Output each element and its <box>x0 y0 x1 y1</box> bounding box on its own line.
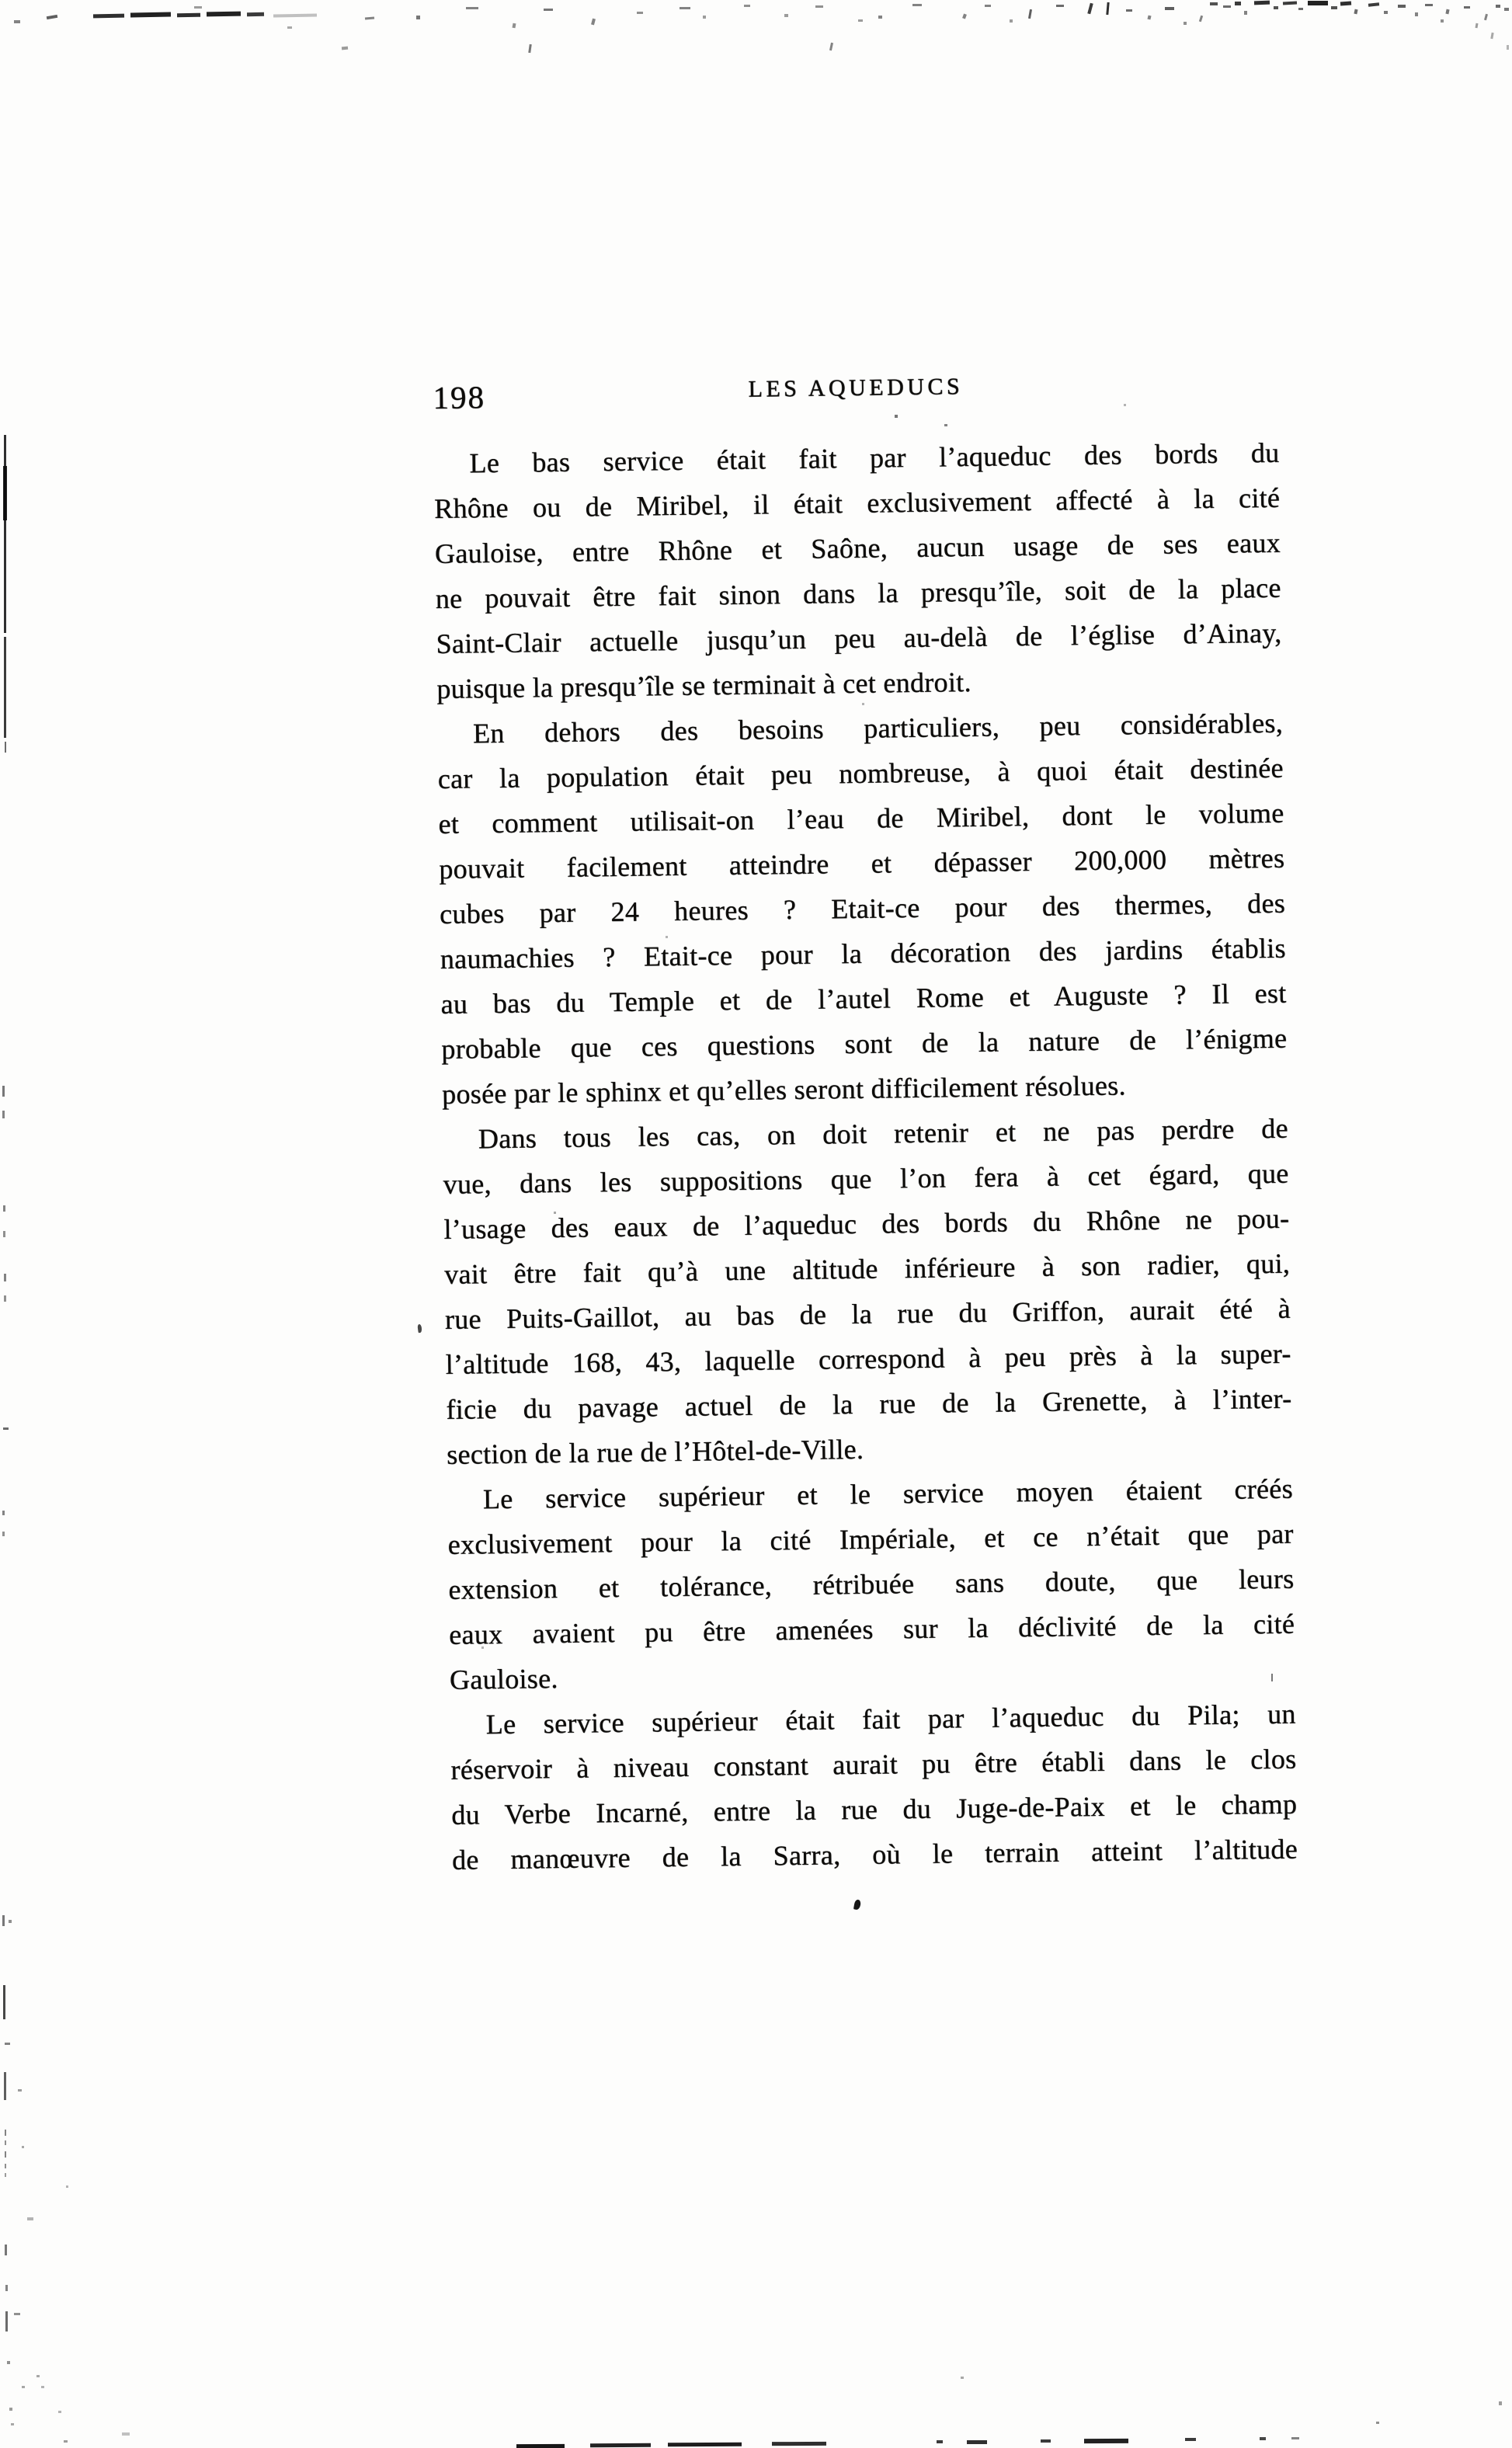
scan-speck <box>247 12 264 16</box>
text-line: posée par le sphinx et qu’elles seront difficilement résolues. <box>441 1069 1127 1110</box>
scan-speck <box>3 466 7 520</box>
scan-speck <box>703 16 706 19</box>
scan-speck <box>1244 11 1247 15</box>
text-line: rue Puits-Gaillot, au bas de la rue du Griffon, aurait été à <box>444 1292 1291 1335</box>
scan-speck <box>637 12 643 14</box>
scan-speck <box>1126 9 1132 12</box>
scan-speck <box>207 12 241 17</box>
scan-speck <box>1147 16 1151 20</box>
scan-speck <box>2 1511 5 1515</box>
scan-speck <box>962 13 967 19</box>
text-line: Rhône ou de Miribel, il était exclusivement affecté à la cité <box>434 482 1281 524</box>
scan-speck <box>4 637 6 738</box>
scan-speck <box>122 2432 130 2436</box>
text-line: extension et tolérance, rétribuée sans doute, que leurs <box>448 1563 1295 1605</box>
scan-speck <box>1291 2437 1299 2439</box>
scan-speck <box>5 2164 6 2168</box>
scan-speck <box>1254 1 1270 5</box>
text-line: probable que ces questions sont de la nature de l’énigme <box>441 1022 1288 1065</box>
text-line: pouvait facilement atteindre et dépasser 200,000 mètres <box>439 842 1285 885</box>
scan-speck <box>14 20 20 23</box>
scan-speck <box>5 2245 7 2255</box>
scan-speck <box>27 2217 33 2220</box>
scan-speck <box>829 43 833 50</box>
scan-speck <box>5 2130 6 2136</box>
scan-speck <box>342 47 348 50</box>
scan-speck <box>2 1915 5 1926</box>
scan-speck <box>58 2411 61 2413</box>
scan-speck <box>1210 2 1218 5</box>
scan-speck <box>937 2440 943 2443</box>
scan-speck <box>1425 4 1433 6</box>
scan-speck <box>9 2408 12 2411</box>
text-line: Saint-Clair actuelle jusqu’un peu au-delà de l’église d’Ainay, <box>436 617 1282 659</box>
scan-speck <box>744 5 750 7</box>
scan-speck <box>590 2443 651 2447</box>
scan-speck <box>1490 33 1493 39</box>
scan-speck <box>1274 6 1278 9</box>
text-line: exclusivement pour la cité Impériale, et ce n’était que par <box>447 1518 1294 1560</box>
running-title: LES AQUEDUCS <box>748 374 964 402</box>
scan-speck <box>1165 7 1174 10</box>
paragraph <box>437 701 1288 1117</box>
scan-speck <box>858 19 863 22</box>
scan-speck <box>14 2313 20 2315</box>
scan-ink-mark <box>417 1324 422 1334</box>
scan-speck <box>3 1427 9 1430</box>
scan-speck <box>18 2089 22 2092</box>
scan-speck <box>7 2361 10 2364</box>
scan-speck <box>3 1231 5 1237</box>
paragraph <box>447 1466 1296 1702</box>
scan-speck <box>416 16 420 19</box>
scan-speck <box>544 9 553 11</box>
text-line: ne pouvait être fait sinon dans la presqu’île, soit de la place <box>435 572 1281 614</box>
paragraph <box>443 1106 1293 1477</box>
scan-speck <box>513 23 516 29</box>
scan-speck <box>1354 9 1357 15</box>
text-line: réservoir à niveau constant aurait pu être établi dans le clos <box>450 1743 1297 1786</box>
scan-speck <box>1464 6 1470 9</box>
text-line: En dehors des besoins particuliers, peu considérables, <box>472 707 1284 749</box>
text-line: vait être fait qu’à une altitude inférieure à son radier, qui, <box>443 1247 1291 1290</box>
scan-speck <box>47 15 57 19</box>
text-line: au bas du Temple et de l’autel Rome et Auguste ? Il est <box>440 977 1287 1020</box>
scan-speck <box>1504 8 1509 11</box>
scan-speck <box>4 2072 6 2100</box>
scan-speck <box>1476 23 1479 28</box>
text-line: puisque la presqu’île se terminait à cet endroit. <box>436 666 972 704</box>
scan-speck <box>5 2311 8 2332</box>
scan-speck <box>528 44 532 53</box>
scan-speck <box>1308 1 1328 5</box>
scan-speck <box>287 26 292 29</box>
scan-speck <box>1445 9 1449 15</box>
paragraph <box>433 430 1282 711</box>
scan-speck <box>1087 3 1093 15</box>
text-line: section de la rue de l’Hôtel-de-Ville. <box>446 1433 864 1470</box>
scan-speck <box>1340 2 1351 6</box>
scan-speck <box>5 2151 6 2158</box>
text-line: Gauloise, entre Rhône et Saône, aucun usage de ses eaux <box>434 527 1281 569</box>
scan-speck <box>591 19 596 26</box>
text-line: et comment utilisait-on l’eau de Miribel, dont le volume <box>438 797 1284 840</box>
scan-speck <box>22 2386 25 2388</box>
scan-speck <box>1041 2439 1051 2443</box>
scan-ink-mark <box>853 1899 861 1910</box>
scan-speck <box>41 2386 44 2388</box>
page-header <box>433 363 1279 416</box>
scan-speck <box>3 1985 5 2019</box>
scan-speck <box>365 16 374 19</box>
scan-speck <box>194 6 202 9</box>
scan-speck <box>668 2443 742 2446</box>
scan-speck <box>1260 2437 1266 2440</box>
scan-speck <box>784 14 788 17</box>
scan-speck <box>1496 5 1500 8</box>
scan-speck <box>1368 2 1379 6</box>
scan-speck <box>1415 12 1418 16</box>
text-line: l’altitude 168, 43, laquelle correspond à peu près à la super- <box>445 1337 1291 1380</box>
text-line: cubes par 24 heures ? Etait-ce pour des thermes, des <box>439 887 1286 930</box>
scan-speck <box>1010 19 1013 23</box>
scan-speck <box>3 1205 5 1212</box>
scan-speck <box>22 2146 24 2148</box>
scan-speck <box>1084 2439 1128 2443</box>
text-line: Le bas service était fait par l’aqueduc des bords du <box>469 436 1280 479</box>
scan-speck <box>1484 14 1488 21</box>
text-line: car la population était peu nombreuse, à quoi était destinée <box>437 752 1284 795</box>
text-line: l’usage des eaux de l’aqueduc des bords du Rhône ne pou- <box>443 1202 1290 1245</box>
scan-speck <box>5 742 6 753</box>
scan-speck <box>1331 6 1337 9</box>
scan-speck <box>4 1274 6 1281</box>
text-line: eaux avaient pu être amenées sur la déclivité de la cité <box>448 1608 1295 1650</box>
scan-speck <box>1235 2 1241 5</box>
page-number: 198 <box>433 379 486 416</box>
scan-speck <box>680 7 690 9</box>
scan-speck <box>9 1920 12 1923</box>
scan-speck <box>1185 2438 1196 2441</box>
scan-speck <box>466 7 478 9</box>
scan-speck <box>5 2173 6 2177</box>
scan-speck <box>273 14 317 18</box>
scan-speck <box>130 12 171 18</box>
text-line: du Verbe Incarné, entre la rue du Juge-de-Paix et le champ <box>451 1788 1298 1831</box>
scan-speck <box>5 2140 6 2145</box>
scan-speck <box>1398 5 1406 8</box>
scan-speck <box>177 13 200 18</box>
scan-speck <box>4 1295 6 1302</box>
text-line: Dans tous les cas, on doit retenir et ne pas perdre de <box>478 1112 1289 1155</box>
scan-speck <box>1223 5 1231 8</box>
scan-speck <box>878 16 882 19</box>
scan-speck <box>64 2440 68 2443</box>
scan-speck <box>516 2444 565 2448</box>
scan-speck <box>2 1111 5 1118</box>
scan-speck <box>815 5 823 8</box>
page-content <box>433 363 1298 1883</box>
scan-speck <box>11 2423 14 2425</box>
scan-speck <box>66 2185 68 2188</box>
text-line: Le service supérieur était fait par l’aqueduc du Pila; un <box>485 1698 1296 1740</box>
scan-speck <box>985 5 991 7</box>
text-line: Gauloise. <box>449 1663 558 1695</box>
body-text <box>433 430 1298 1883</box>
text-line: Le service supérieur et le service moyen étaient créés <box>482 1473 1294 1515</box>
scan-speck <box>5 2285 8 2291</box>
text-line: ficie du pavage actuel de la rue de la Grenette, à l’inter- <box>446 1382 1292 1425</box>
scan-speck <box>1184 22 1187 25</box>
scan-speck <box>912 4 922 6</box>
text-line: de manœuvre de la Sarra, où le terrain atteint l’altitude <box>451 1833 1298 1876</box>
scan-speck <box>1507 45 1509 50</box>
scan-speck <box>1384 11 1388 14</box>
scan-speck <box>5 2043 10 2045</box>
scan-speck <box>1028 9 1032 19</box>
scan-speck <box>2 1532 5 1536</box>
scan-speck <box>2 1086 5 1097</box>
scan-speck <box>1199 16 1203 23</box>
text-line: vue, dans les suppositions que l’on fera à cet égard, que <box>443 1157 1289 1200</box>
scan-speck <box>961 2377 964 2379</box>
paragraph <box>450 1692 1298 1883</box>
scan-speck <box>772 2442 826 2446</box>
scan-speck <box>4 435 6 633</box>
scan-speck <box>1499 2401 1502 2405</box>
scan-speck <box>1441 19 1444 23</box>
scan-speck <box>1283 2 1297 5</box>
scan-speck <box>93 14 124 19</box>
scan-speck <box>1298 8 1303 10</box>
scan-speck <box>967 2440 987 2444</box>
text-line: naumachies ? Etait-ce pour la décoration des jardins établis <box>440 932 1287 975</box>
scan-speck <box>36 2375 40 2377</box>
scan-speck <box>1106 2 1109 15</box>
scan-speck <box>1056 5 1064 7</box>
scan-speck <box>1376 2422 1379 2424</box>
